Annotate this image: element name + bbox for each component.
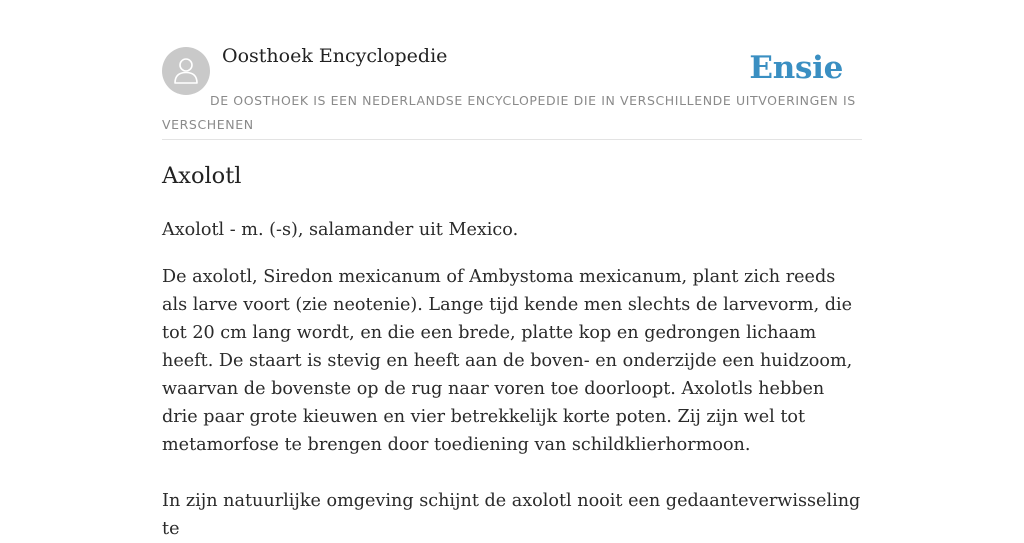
article-title: Axolotl [162, 163, 242, 189]
article-body [162, 216, 862, 543]
site-name-link[interactable]: Oosthoek Encyclopedie [222, 45, 448, 67]
user-silhouette-icon[interactable] [162, 47, 210, 95]
ensie-logo[interactable]: Ensie [749, 50, 843, 86]
article-lead: Axolotl - m. (-s), salamander uit Mexico. [162, 220, 519, 240]
site-header [162, 0, 862, 140]
article-paragraph: In zijn natuurlijke omgeving schijnt de axolotl nooit een gedaanteverwisseling te [162, 491, 861, 539]
site-tagline: DE OOSTHOEK IS EEN NEDERLANDSE ENCYCLOPEDIE DIE IN VERSCHILLENDE UITVOERINGEN IS VERSCHENEN [162, 93, 856, 132]
page [162, 0, 862, 539]
article-paragraph: De axolotl, Siredon mexicanum of Ambystoma mexicanum, plant zich reeds als larve voort (zie neotenie). Lange tijd kende men slechts de larvevorm, die tot 20 cm lang wordt, en die een brede, platte kop en gedrongen lichaam heeft. De staart is stevig en heeft aan de boven- en onderzijde een huidzoom, waarvan de bovenste op de rug naar voren toe doorloopt. Axolotls hebben drie paar grote kieuwen en vier betrekkelijk korte poten. Zij zijn wel tot metamorfose te brengen door toediening van schildklierhormoon. [162, 267, 853, 455]
